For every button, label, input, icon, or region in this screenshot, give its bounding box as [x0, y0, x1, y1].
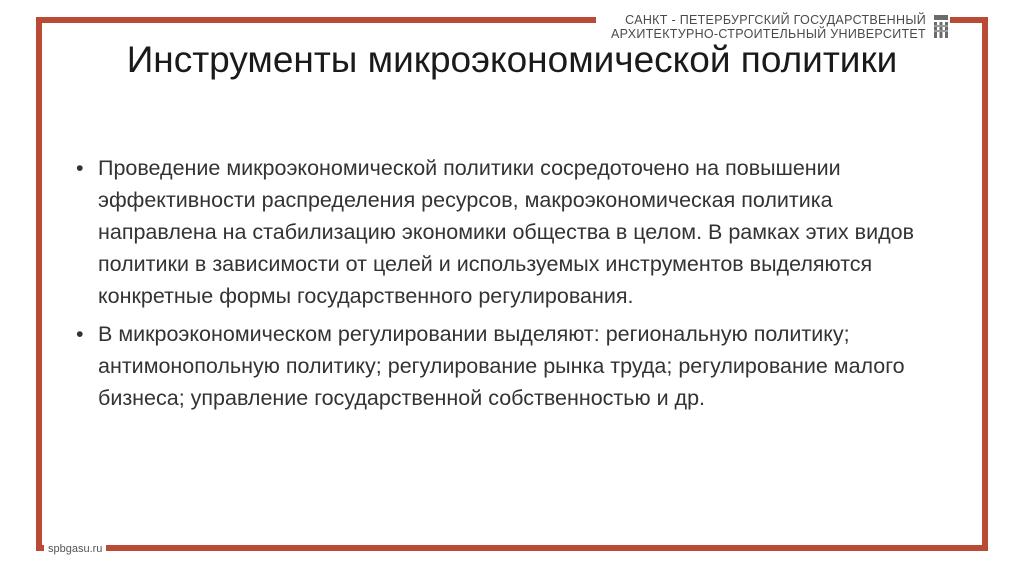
bullet-item: [76, 318, 956, 414]
bullet-icon: •: [76, 322, 84, 346]
university-name-line2: АРХИТЕКТУРНО-СТРОИТЕЛЬНЫЙ УНИВЕРСИТЕТ: [610, 27, 926, 41]
bullet-list: [76, 152, 956, 420]
university-name-line1: САНКТ - ПЕТЕРБУРГСКИЙ ГОСУДАРСТВЕННЫЙ: [625, 13, 926, 27]
bullet-text: Проведение микроэкономической политики сосредоточено на повышении эффективности распределения ресурсов, макроэкономическая политика направлена на стабилизацию экономики общества в целом. В рамках этих видов политики в зависимости от целей и используемых инструментов выделяются конкретные формы государственного регулирования.: [98, 156, 915, 308]
bullet-text: В микроэкономическом регулировании выделяют: региональную политику; антимонопольную политику; регулирование рынка труда; регулирование малого бизнеса; управление государственной собственностью и др.: [98, 322, 905, 410]
footer-site-link[interactable]: spbgasu.ru: [44, 541, 106, 557]
bullet-item: [76, 152, 956, 312]
slide-title: Инструменты микроэкономической политики: [126, 39, 898, 80]
bullet-icon: •: [76, 156, 84, 180]
